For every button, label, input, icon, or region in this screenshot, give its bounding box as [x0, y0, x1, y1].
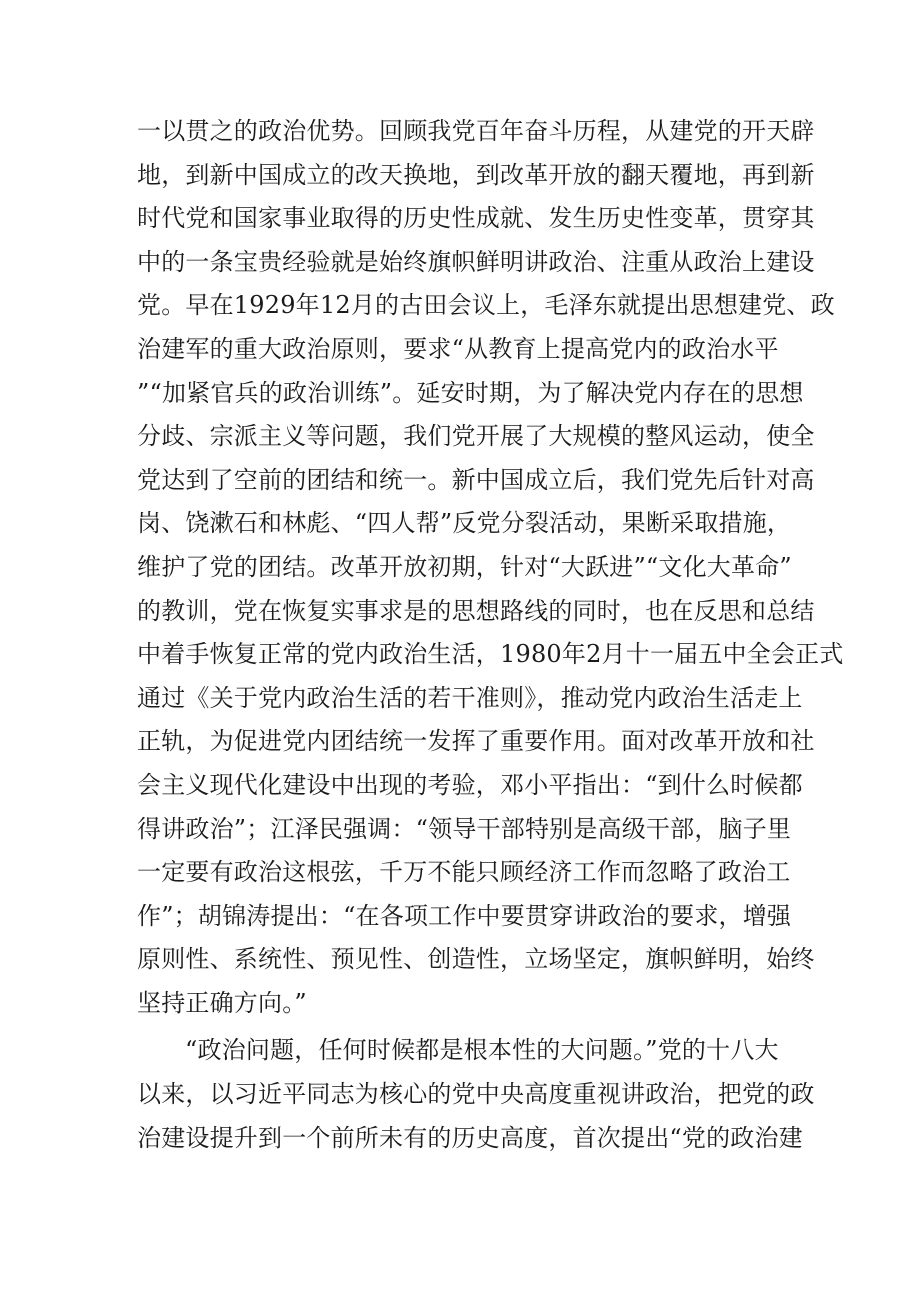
- text-line: 治建军的重大政治原则，要求“从教育上提高党内的政治水平: [137, 334, 779, 363]
- text-line: 以来，以习近平同志为核心的党中央高度重视讲政治，把党的政: [137, 1080, 815, 1109]
- text-line: 一以贯之的政治优势。回顾我党百年奋斗历程，从建党的开天辟: [137, 117, 815, 145]
- text-line: 地，到新中国成立的改天换地，到改革开放的翻天覆地，再到新: [137, 160, 815, 189]
- text-line: 分歧、宗派主义等问题，我们党开展了大规模的整风运动，使全: [137, 422, 815, 451]
- paragraph-1: [137, 110, 844, 1025]
- document-body: [137, 110, 844, 1160]
- text-line: 党达到了空前的团结和统一。新中国成立后，我们党先后针对高: [137, 465, 815, 494]
- text-line: 时代党和国家事业取得的历史性成就、发生历史性变革，贯穿其: [137, 204, 815, 233]
- text-line: 得讲政治”；江泽民强调：“领导干部特别是高级干部，脑子里: [137, 814, 792, 843]
- text-line: 会主义现代化建设中出现的考验，邓小平指出：“到什么时候都: [137, 770, 803, 799]
- text-line: 中着手恢复正常的党内政治生活，1980年2月十一届五中全会正式: [137, 640, 844, 669]
- text-line: 作”；胡锦涛提出：“在各项工作中要贯穿讲政治的要求，增强: [137, 901, 792, 930]
- text-line: 维护了党的团结。改革开放初期，针对“大跃进”“文化大革命”: [137, 552, 792, 581]
- text-line: 原则性、系统性、预见性、创造性，立场坚定，旗帜鲜明，始终: [137, 945, 815, 974]
- text-line-indented: “政治问题，任何时候都是根本性的大问题。”党的十八大: [185, 1036, 779, 1065]
- text-line: 通过《关于党内政治生活的若干准则》，推动党内政治生活走上: [137, 683, 803, 712]
- text-line: 党。早在1929年12月的古田会议上，毛泽东就提出思想建党、政: [137, 291, 835, 320]
- text-line: 的教训，党在恢复实事求是的思想路线的同时，也在反思和总结: [137, 596, 815, 625]
- paragraph-2: [137, 1029, 815, 1160]
- text-line: 中的一条宝贵经验就是始终旗帜鲜明讲政治、注重从政治上建设: [137, 247, 815, 276]
- text-line: 坚持正确方向。”: [137, 988, 307, 1017]
- text-line: 一定要有政治这根弦，千万不能只顾经济工作而忽略了政治工: [137, 858, 791, 887]
- text-line: 正轨，为促进党内团结统一发挥了重要作用。面对改革开放和社: [137, 727, 815, 756]
- text-line: 治建设提升到一个前所未有的历史高度，首次提出“党的政治建: [137, 1123, 803, 1152]
- text-line: ”“加紧官兵的政治训练”。延安时期，为了解决党内存在的思想: [137, 378, 804, 407]
- text-line: 岗、饶漱石和林彪、“四人帮”反党分裂活动，果断采取措施，: [137, 509, 792, 538]
